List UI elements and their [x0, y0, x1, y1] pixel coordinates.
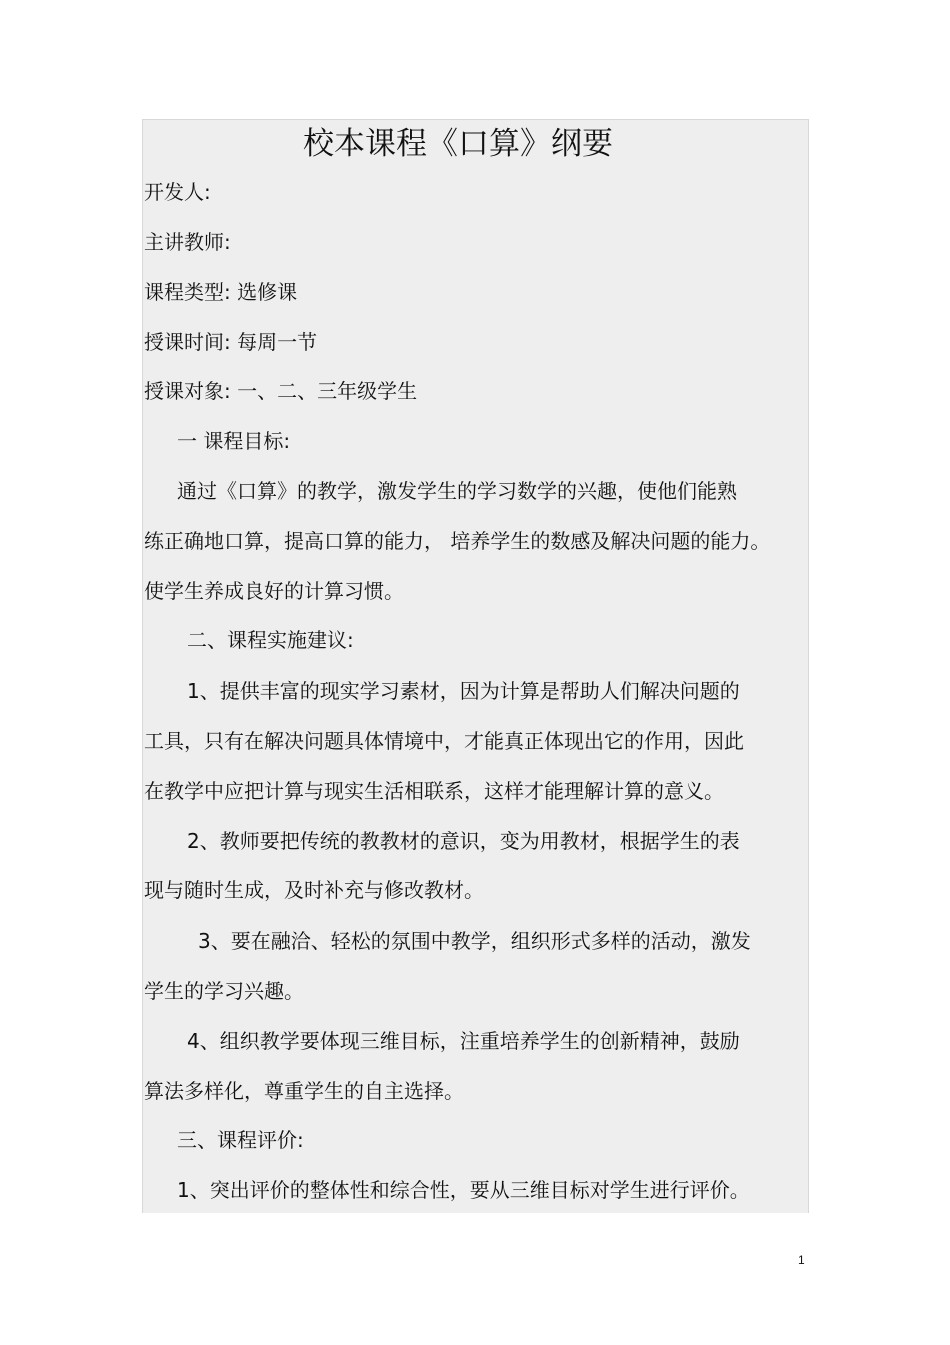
class-time-field: 授课时间: 每周一节	[144, 330, 318, 354]
teacher-field: 主讲教师:	[144, 230, 231, 254]
section2-item1-line: 在教学中应把计算与现实生活相联系，这样才能理解计算的意义。	[144, 779, 724, 803]
section2-item3-line: 学生的学习兴趣。	[144, 979, 304, 1003]
developer-field: 开发人:	[144, 180, 211, 204]
section1-line: 通过《口算》的教学，激发学生的学习数学的兴趣，使他们能熟	[177, 479, 737, 503]
section3-item1-line: 1、突出评价的整体性和综合性，要从三维目标对学生进行评价。	[177, 1178, 750, 1202]
page-number: 1	[798, 1253, 805, 1267]
section2-item1-line: 1、提供丰富的现实学习素材，因为计算是帮助人们解决问题的	[187, 679, 740, 703]
section2-item2-line: 现与随时生成，及时补充与修改教材。	[144, 878, 484, 902]
document-title: 校本课程《口算》纲要	[303, 126, 613, 162]
audience-field: 授课对象: 一、二、三年级学生	[144, 379, 418, 403]
section2-item1-line: 工具，只有在解决问题具体情境中，才能真正体现出它的作用，因此	[144, 729, 744, 753]
section2-item3-line: 3、要在融洽、轻松的氛围中教学，组织形式多样的活动，激发	[198, 929, 751, 953]
section2-item4-line: 算法多样化，尊重学生的自主选择。	[144, 1079, 464, 1103]
section1-line: 使学生养成良好的计算习惯。	[144, 579, 404, 603]
section1-heading: 一 课程目标:	[177, 429, 291, 453]
section3-heading: 三、课程评价:	[177, 1128, 304, 1152]
section2-heading: 二、课程实施建议:	[187, 628, 354, 652]
course-type-field: 课程类型: 选修课	[144, 280, 298, 304]
section2-item2-line: 2、教师要把传统的教教材的意识，变为用教材，根据学生的表	[187, 829, 740, 853]
section2-item4-line: 4、组织教学要体现三维目标，注重培养学生的创新精神，鼓励	[187, 1029, 740, 1053]
section1-line: 练正确地口算，提高口算的能力， 培养学生的数感及解决问题的能力。	[144, 529, 771, 553]
